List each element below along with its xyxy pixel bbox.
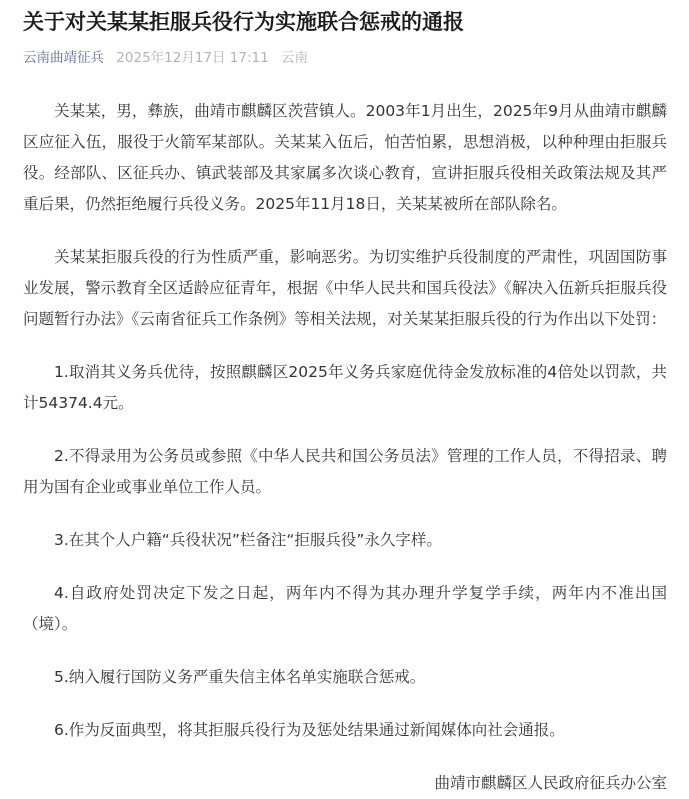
penalty-item-4: 4.自政府处罚决定下发之日起，两年内不得为其办理升学复学手续，两年内不准出国（境）。 bbox=[23, 584, 667, 633]
article-body bbox=[23, 96, 667, 799]
penalty-item-6: 6.作为反面典型，将其拒服兵役行为及惩处结果通过新闻媒体向社会通报。 bbox=[54, 721, 565, 739]
article-title: 关于对关某某拒服兵役行为实施联合惩戒的通报 bbox=[23, 10, 464, 34]
penalty-item-5: 5.纳入履行国防义务严重失信主体名单实施联合惩戒。 bbox=[54, 668, 426, 686]
author-link[interactable]: 云南曲靖征兵 bbox=[23, 50, 104, 66]
paragraph-background: 关某某，男，彝族，曲靖市麒麟区茨营镇人。2003年1月出生，2025年9月从曲靖市麒麟区应征入伍，服役于火箭军某部队。关某某入伍后，怕苦怕累，思想消极，以种种理由拒服兵役。经部队、区征兵办、镇武装部及其家属多次谈心教育，宣讲拒服兵役相关政策法规及其严重后果，仍然拒绝履行兵役义务。2025年11月18日，关某某被所在部队除名。 bbox=[23, 102, 667, 213]
penalty-item-1: 1.取消其义务兵优待，按照麒麟区2025年义务兵家庭优待金发放标准的4倍处以罚款，共计54374.4元。 bbox=[23, 363, 667, 412]
publish-location: 云南 bbox=[281, 50, 309, 66]
paragraph-basis: 关某某拒服兵役的行为性质严重，影响恶劣。为切实维护兵役制度的严肃性，巩固国防事业发展，警示教育全区适龄应征青年，根据《中华人民共和国兵役法》《解决入伍新兵拒服兵役问题暂行办法》《云南省征兵工作条例》等相关法规，对关某某拒服兵役的行为作出以下处罚： bbox=[23, 248, 667, 328]
publish-time: 2025年12月17日 17:11 bbox=[116, 50, 269, 66]
penalty-item-3: 3.在其个人户籍“兵役状况”栏备注“拒服兵役”永久字样。 bbox=[54, 531, 442, 549]
issuer-signature: 曲靖市麒麟区人民政府征兵办公室 bbox=[434, 774, 667, 792]
article-meta bbox=[23, 48, 667, 68]
penalty-item-2: 2.不得录用为公务员或参照《中华人民共和国公务员法》管理的工作人员，不得招录、聘用为国有企业或事业单位工作人员。 bbox=[23, 447, 667, 496]
